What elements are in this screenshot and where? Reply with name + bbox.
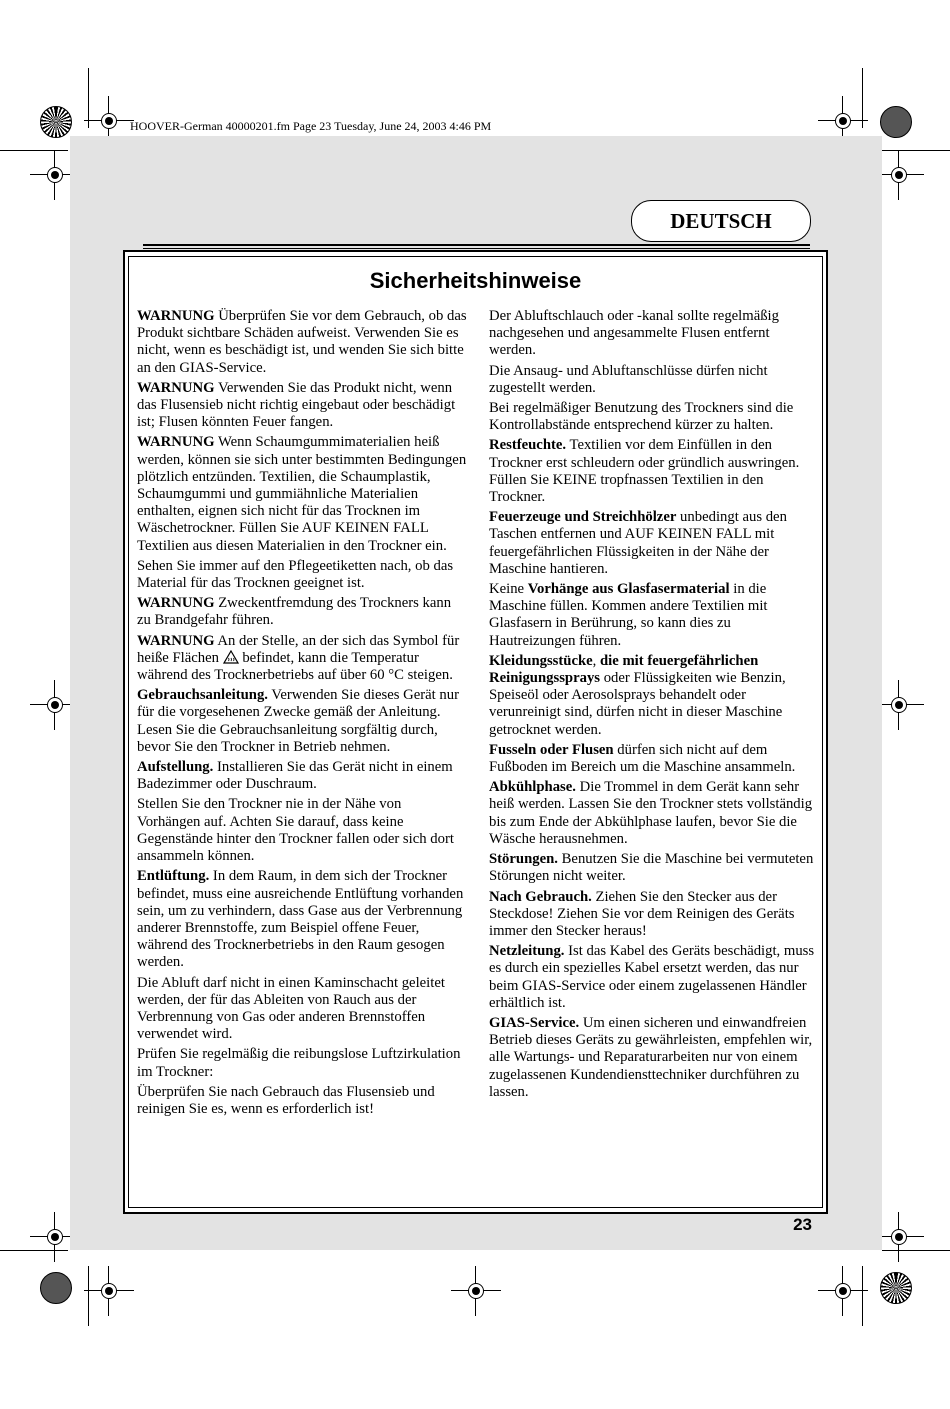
paragraph: Bei regelmäßiger Benutzung des Trockners sind die Kontrollabstände entsprechend kürzer zu halten. <box>489 400 794 434</box>
paragraph: Abkühlphase. Die Trommel in dem Gerät kann sehr heiß werden. Lassen Sie den Trockner stets vollständig bis zum Ende der Abkühlphase laufen, bevor Sie die Wäsche herausnehmen. <box>489 779 813 847</box>
paragraph: WARNUNG Überprüfen Sie vor dem Gebrauch, ob das Produkt sichtbare Schäden aufweist. Verwenden Sie es nicht, wenn es beschädigt ist, und wenden Sie sich bitte an den GIAS-Service. <box>137 308 467 376</box>
paragraph: Der Abluftschlauch oder -kanal sollte regelmäßig nachgesehen und angesammelte Flusen entfernt werden. <box>489 308 779 359</box>
registration-mark-icon <box>884 160 914 190</box>
paragraph: WARNUNG Verwenden Sie das Produkt nicht, wenn das Flusensieb nicht richtig eingebaut oder beschädigt ist; Flusen könnten Feuer fangen. <box>137 379 456 431</box>
paragraph: Nach Gebrauch. Ziehen Sie den Stecker aus der Steckdose! Ziehen Sie vor dem Reinigen des Geräts immer den Stecker heraus! <box>489 888 795 939</box>
registration-disc-icon <box>880 106 912 138</box>
crop-line <box>862 1266 863 1326</box>
paragraph: Fusseln oder Flusen dürfen sich nicht auf dem Fußboden im Bereich um die Maschine ansammeln. <box>489 741 796 776</box>
left-column <box>137 308 467 1121</box>
page-title: Sicherheitshinweise <box>369 268 582 293</box>
paragraph: WARNUNG Zweckentfremdung des Trockners kann zu Brandgefahr führen. <box>137 595 452 629</box>
paragraph: Gebrauchsanleitung. Verwenden Sie dieses Gerät nur für die vorgesehenen Zwecke gemäß der Anleitung. Lesen Sie die Gebrauchsanleitung sorgfältig durch, bevor Sie den Trockner in Betrieb nehmen. <box>137 687 459 755</box>
paragraph: GIAS-Service. Um einen sicheren und einwandfreien Betrieb dieses Geräts zu gewährleisten, empfehlen wir, alle Wartungs- und Reparaturarbeiten nur von einem zugelassenen Kundendiensttechniker durchführen zu lassen. <box>489 1014 813 1100</box>
paragraph: Aufstellung. Installieren Sie das Gerät nicht in einem Badezimmer oder Duschraum. <box>137 759 453 793</box>
paragraph: Keine Vorhänge aus Glasfasermaterial in die Maschine füllen. Kommen andere Textilien mit Glasfasern in Berührung, so kann dies zu Hautreizungen führen. <box>489 581 768 649</box>
registration-mark-icon <box>40 690 70 720</box>
paragraph: Restfeuchte. Textilien vor dem Einfüllen in den Trockner erst schleudern oder gründlich auswringen. Füllen Sie KEINE tropfnassen Textilien in den Trockner. <box>489 437 800 506</box>
paragraph: Sehen Sie immer auf den Pflegeetiketten nach, ob das Material für das Trocknen geeignet ist. <box>137 557 454 592</box>
paragraph: Die Ansaug- und Abluftanschlüsse dürfen nicht zugestellt werden. <box>489 362 768 396</box>
file-info-header: HOOVER-German 40000201.fm Page 23 Tuesday, June 24, 2003 4:46 PM <box>130 119 492 133</box>
crop-line <box>882 150 950 151</box>
registration-disc-icon <box>40 1272 72 1304</box>
crop-line <box>862 68 863 128</box>
header-rule <box>143 244 810 246</box>
registration-disc-icon <box>880 1272 912 1304</box>
registration-mark-icon <box>828 106 858 136</box>
paragraph: Kleidungsstücke, die mit feuergefährlichen Reinigungssprays oder Flüssigkeiten wie Benzin, Speiseöl oder Aerosolsprays behandelt oder verunreinigt sind, dürfen nicht in dieser Maschine getrocknet werden. <box>489 652 786 738</box>
header-rule <box>143 248 810 249</box>
registration-mark-icon <box>828 1276 858 1306</box>
registration-disc-icon <box>40 106 72 138</box>
paragraph: Störungen. Benutzen Sie die Maschine bei vermuteten Störungen nicht weiter. <box>489 851 814 885</box>
paragraph: Netzleitung. Ist das Kabel des Geräts beschädigt, muss es durch ein spezielles Kabel ersetzt werden, das nur beim GIAS-Service oder einem zugelassenen Händler erhältlich ist. <box>489 943 815 1011</box>
registration-mark-icon <box>40 1222 70 1252</box>
paragraph: Feuerzeuge und Streichhölzer unbedingt aus den Taschen entfernen und AUF KEINEN FALL mit feuergefährlichen Flüssigkeiten in der Nähe der Maschine hantieren. <box>489 509 787 577</box>
page-number: 23 <box>793 1215 812 1234</box>
registration-mark-icon <box>94 1276 124 1306</box>
registration-mark-icon <box>884 690 914 720</box>
crop-line <box>88 1266 89 1326</box>
paragraph: Überprüfen Sie nach Gebrauch das Flusensieb und reinigen Sie es, wenn es erforderlich ist! <box>137 1083 435 1117</box>
registration-mark-icon <box>94 106 124 136</box>
paragraph: Prüfen Sie regelmäßig die reibungslose Luftzirkulation im Trockner: <box>137 1046 461 1080</box>
paragraph: Entlüftung. In dem Raum, in dem sich der Trockner befindet, muss eine ausreichende Entlüftung vorhanden sein, um zu verhindern, dass Gase aus der Verbrennung anderer Brennstoffe, zum Beispiel offene Feuer, während des Trocknerbetriebs in den Raum gesogen werden. <box>137 868 464 971</box>
registration-mark-icon <box>461 1276 491 1306</box>
crop-line <box>0 150 68 151</box>
registration-mark-icon <box>40 160 70 190</box>
crop-line <box>88 68 89 128</box>
paragraph: WARNUNG Wenn Schaumgummimaterialien heiß werden, können sie sich unter bestimmten Bedingungen plötzlich entzünden. Textilien, die Schaumplastik, Schaumgummi und gummiähnliche Materialien enthalten, eignen sich nicht für das Trocknen im Wäschetrockner. Füllen Sie AUF KEINEN FALL Textilien aus diesen Materialien in den Trockner ein. <box>137 434 467 554</box>
language-badge: DEUTSCH <box>631 200 811 242</box>
registration-mark-icon <box>884 1222 914 1252</box>
hot-surface-warning-icon <box>223 650 239 664</box>
paragraph: Die Abluft darf nicht in einen Kaminschacht geleitet werden, der für das Ableiten von Rauch aus der Verbrennung von Gas oder anderen Brennstoffen verwendet wird. <box>137 974 445 1043</box>
paragraph: WARNUNG An der Stelle, an der sich das Symbol für heiße Flächen befindet, kann die Temperatur während des Trocknerbetriebs auf über 60 °C steigen. <box>137 632 460 684</box>
paragraph: Stellen Sie den Trockner nie in der Nähe von Vorhängen auf. Achten Sie darauf, dass keine Gegenstände hinter den Trockner fallen oder sich dort ansammeln können. <box>137 796 454 865</box>
right-column <box>489 308 817 1104</box>
